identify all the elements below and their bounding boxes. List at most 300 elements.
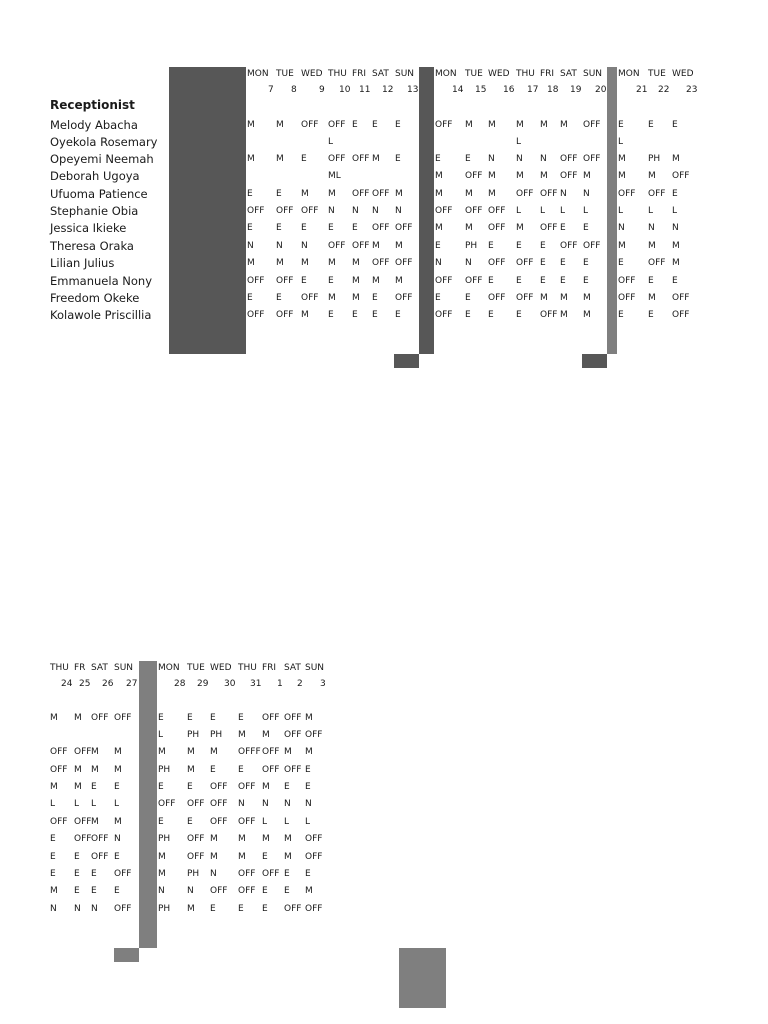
shift-cell: PH: [158, 765, 171, 775]
shift-cell: OFF: [395, 258, 413, 268]
shift-cell: M: [247, 258, 255, 268]
shift-cell: M: [305, 713, 313, 723]
shift-cell: M: [187, 747, 195, 757]
day-header: WED: [672, 69, 694, 79]
shift-cell: OFF: [238, 886, 256, 896]
shift-cell: E: [158, 817, 164, 827]
shift-cell: L: [262, 817, 268, 827]
shift-cell: E: [187, 782, 193, 792]
shift-cell: M: [247, 154, 255, 164]
shift-cell: N: [618, 223, 625, 233]
shift-cell: OFF: [648, 258, 666, 268]
employee-name: Oyekola Rosemary: [50, 135, 158, 149]
shift-cell: PH: [187, 730, 200, 740]
shift-cell: OFF: [301, 120, 319, 130]
shift-cell: E: [395, 154, 401, 164]
shift-cell: OFF: [372, 223, 390, 233]
shift-cell: OFF: [50, 747, 68, 757]
shift-cell: E: [50, 834, 56, 844]
shift-cell: E: [74, 852, 80, 862]
shift-cell: OFF: [328, 120, 346, 130]
shift-cell: N: [672, 223, 679, 233]
shift-cell: L: [516, 206, 522, 216]
shift-cell: N: [187, 886, 194, 896]
date-header: 30: [224, 679, 236, 689]
separator-foot-block: [394, 354, 419, 368]
date-header: 31: [250, 679, 262, 689]
shift-cell: M: [74, 782, 82, 792]
shift-cell: OFF: [301, 206, 319, 216]
shift-cell: M: [262, 834, 270, 844]
date-header: 11: [359, 85, 371, 95]
shift-cell: N: [352, 206, 359, 216]
shift-cell: OFF: [114, 869, 132, 879]
shift-cell: M: [74, 765, 82, 775]
shift-cell: E: [276, 189, 282, 199]
shift-cell: M: [210, 852, 218, 862]
shift-cell: OFF: [262, 765, 280, 775]
shift-cell: N: [560, 189, 567, 199]
shift-cell: M: [210, 747, 218, 757]
shift-cell: E: [305, 782, 311, 792]
shift-cell: M: [276, 120, 284, 130]
shift-cell: L: [618, 137, 624, 147]
shift-cell: E: [328, 223, 334, 233]
shift-cell: E: [301, 154, 307, 164]
shift-cell: N: [284, 799, 291, 809]
shift-cell: OFF: [328, 154, 346, 164]
shift-cell: E: [435, 154, 441, 164]
day-header: THU: [328, 69, 347, 79]
shift-cell: M: [648, 293, 656, 303]
shift-cell: E: [158, 782, 164, 792]
shift-cell: E: [305, 869, 311, 879]
date-header: 12: [382, 85, 394, 95]
shift-cell: OFF: [238, 869, 256, 879]
shift-cell: M: [435, 189, 443, 199]
date-header: 14: [452, 85, 464, 95]
shift-cell: M: [238, 852, 246, 862]
day-header: FRI: [352, 69, 367, 79]
shift-cell: OFF: [114, 904, 132, 914]
shift-cell: PH: [465, 241, 478, 251]
shift-cell: M: [540, 171, 548, 181]
shift-cell: OFF: [91, 852, 109, 862]
day-header: FRI: [262, 663, 277, 673]
shift-cell: OFF: [262, 713, 280, 723]
shift-cell: M: [352, 276, 360, 286]
shift-cell: N: [583, 189, 590, 199]
shift-cell: M: [50, 782, 58, 792]
shift-cell: M: [372, 276, 380, 286]
shift-cell: M: [114, 765, 122, 775]
shift-cell: OFF: [301, 293, 319, 303]
shift-cell: OFF: [276, 310, 294, 320]
shift-cell: OFFF: [238, 747, 261, 757]
shift-cell: OFF: [488, 223, 506, 233]
shift-cell: E: [516, 241, 522, 251]
shift-cell: E: [395, 120, 401, 130]
shift-cell: N: [372, 206, 379, 216]
shift-cell: E: [238, 765, 244, 775]
shift-cell: M: [618, 171, 626, 181]
shift-cell: E: [583, 223, 589, 233]
shift-cell: E: [50, 869, 56, 879]
shift-cell: L: [91, 799, 97, 809]
shift-cell: E: [560, 258, 566, 268]
date-header: 2: [297, 679, 303, 689]
shift-cell: OFF: [372, 189, 390, 199]
shift-cell: E: [114, 886, 120, 896]
employee-name: Freedom Okeke: [50, 291, 140, 305]
shift-cell: E: [488, 276, 494, 286]
day-header: SAT: [91, 663, 108, 673]
shift-cell: E: [284, 886, 290, 896]
shift-cell: E: [648, 120, 654, 130]
shift-cell: E: [672, 189, 678, 199]
shift-cell: PH: [210, 730, 223, 740]
day-header: WED: [488, 69, 510, 79]
day-header: MON: [158, 663, 180, 673]
shift-cell: M: [435, 171, 443, 181]
shift-cell: OFF: [583, 120, 601, 130]
shift-cell: M: [618, 241, 626, 251]
shift-cell: E: [372, 293, 378, 303]
shift-cell: N: [238, 799, 245, 809]
week-separator-bar: [607, 67, 617, 354]
shift-cell: E: [238, 904, 244, 914]
shift-cell: E: [560, 276, 566, 286]
employee-name: Emmanuela Nony: [50, 274, 153, 288]
day-header: WED: [301, 69, 323, 79]
shift-cell: M: [91, 817, 99, 827]
date-header: 23: [686, 85, 698, 95]
shift-cell: M: [352, 293, 360, 303]
shift-cell: M: [465, 120, 473, 130]
shift-cell: M: [516, 120, 524, 130]
shift-cell: M: [560, 293, 568, 303]
shift-cell: OFF: [50, 817, 68, 827]
shift-cell: M: [301, 258, 309, 268]
shift-cell: N: [465, 258, 472, 268]
shift-cell: L: [672, 206, 678, 216]
shift-cell: M: [305, 747, 313, 757]
shift-cell: E: [262, 852, 268, 862]
shift-cell: M: [284, 747, 292, 757]
day-header: TUE: [276, 69, 294, 79]
shift-cell: OFF: [210, 817, 228, 827]
shift-cell: M: [672, 258, 680, 268]
shift-cell: OFF: [305, 852, 323, 862]
day-header: FR: [74, 663, 86, 673]
date-header: 22: [658, 85, 670, 95]
shift-cell: E: [114, 852, 120, 862]
shift-cell: M: [516, 223, 524, 233]
shift-cell: ML: [328, 171, 341, 181]
shift-cell: PH: [648, 154, 661, 164]
shift-cell: OFF: [328, 241, 346, 251]
shift-cell: M: [114, 747, 122, 757]
shift-cell: L: [284, 817, 290, 827]
shift-cell: M: [305, 886, 313, 896]
shift-cell: OFF: [305, 904, 323, 914]
shift-cell: OFF: [284, 713, 302, 723]
shift-cell: M: [672, 241, 680, 251]
shift-cell: N: [262, 799, 269, 809]
shift-cell: E: [210, 765, 216, 775]
shift-cell: OFF: [247, 276, 265, 286]
date-header: 1: [277, 679, 283, 689]
shift-cell: OFF: [262, 869, 280, 879]
day-header: SUN: [305, 663, 325, 673]
shift-cell: M: [465, 223, 473, 233]
shift-cell: E: [301, 223, 307, 233]
shift-cell: M: [158, 747, 166, 757]
name-column-shading: [169, 67, 246, 354]
shift-cell: OFF: [465, 276, 483, 286]
shift-cell: M: [284, 852, 292, 862]
shift-cell: E: [238, 713, 244, 723]
shift-cell: OFF: [187, 834, 205, 844]
shift-cell: OFF: [238, 817, 256, 827]
employee-name: Theresa Oraka: [50, 239, 134, 253]
shift-cell: E: [540, 241, 546, 251]
shift-cell: E: [284, 782, 290, 792]
shift-cell: OFF: [247, 310, 265, 320]
shift-cell: E: [247, 223, 253, 233]
shift-cell: OFF: [465, 171, 483, 181]
shift-cell: OFF: [560, 154, 578, 164]
shift-cell: E: [301, 276, 307, 286]
shift-cell: E: [435, 241, 441, 251]
shift-cell: M: [488, 189, 496, 199]
shift-cell: M: [618, 154, 626, 164]
shift-cell: OFF: [305, 730, 323, 740]
shift-cell: N: [210, 869, 217, 879]
shift-cell: L: [648, 206, 654, 216]
shift-cell: E: [74, 869, 80, 879]
shift-cell: OFF: [372, 258, 390, 268]
shift-cell: OFF: [672, 310, 690, 320]
shift-cell: OFF: [247, 206, 265, 216]
shift-cell: L: [560, 206, 566, 216]
shift-cell: M: [560, 310, 568, 320]
shift-cell: E: [276, 293, 282, 303]
shift-cell: M: [276, 154, 284, 164]
shift-cell: OFF: [305, 834, 323, 844]
shift-cell: M: [328, 258, 336, 268]
day-header: TUE: [648, 69, 666, 79]
shift-cell: E: [672, 276, 678, 286]
shift-cell: M: [262, 730, 270, 740]
shift-cell: M: [301, 310, 309, 320]
shift-cell: E: [618, 258, 624, 268]
shift-cell: E: [187, 817, 193, 827]
date-header: 28: [174, 679, 186, 689]
shift-cell: E: [210, 904, 216, 914]
shift-cell: L: [540, 206, 546, 216]
shift-cell: OFF: [560, 171, 578, 181]
shift-cell: E: [91, 886, 97, 896]
shift-cell: N: [488, 154, 495, 164]
shift-cell: OFF: [210, 886, 228, 896]
date-header: 7: [268, 85, 274, 95]
shift-cell: OFF: [583, 241, 601, 251]
shift-cell: OFF: [618, 276, 636, 286]
shift-cell: M: [395, 189, 403, 199]
shift-cell: E: [516, 276, 522, 286]
shift-cell: OFF: [395, 293, 413, 303]
date-header: 24: [61, 679, 73, 689]
shift-cell: M: [158, 852, 166, 862]
shift-cell: OFF: [210, 782, 228, 792]
shift-cell: M: [328, 293, 336, 303]
date-header: 21: [636, 85, 648, 95]
shift-cell: OFF: [435, 276, 453, 286]
shift-cell: E: [352, 120, 358, 130]
shift-cell: M: [262, 782, 270, 792]
shift-cell: M: [560, 120, 568, 130]
page-corner-block: [399, 948, 446, 1008]
shift-cell: M: [672, 154, 680, 164]
shift-cell: L: [50, 799, 56, 809]
shift-cell: E: [284, 869, 290, 879]
shift-cell: L: [305, 817, 311, 827]
shift-cell: OFF: [284, 904, 302, 914]
shift-cell: OFF: [618, 293, 636, 303]
shift-cell: L: [516, 137, 522, 147]
shift-cell: E: [276, 223, 282, 233]
shift-cell: PH: [158, 834, 171, 844]
shift-cell: E: [50, 852, 56, 862]
shift-cell: OFF: [158, 799, 176, 809]
shift-cell: M: [516, 171, 524, 181]
date-header: 8: [291, 85, 297, 95]
shift-cell: N: [276, 241, 283, 251]
day-header: THU: [238, 663, 257, 673]
date-header: 3: [320, 679, 326, 689]
shift-cell: N: [540, 154, 547, 164]
shift-cell: E: [395, 310, 401, 320]
date-header: 15: [475, 85, 487, 95]
shift-cell: M: [395, 241, 403, 251]
day-header: MON: [247, 69, 269, 79]
shift-cell: M: [187, 904, 195, 914]
shift-cell: E: [187, 713, 193, 723]
week-separator-bar: [139, 661, 157, 948]
day-header: WED: [210, 663, 232, 673]
shift-cell: E: [262, 886, 268, 896]
shift-cell: E: [262, 904, 268, 914]
shift-cell: OFF: [284, 765, 302, 775]
day-header: THU: [50, 663, 69, 673]
shift-cell: M: [74, 713, 82, 723]
date-header: 18: [547, 85, 559, 95]
shift-cell: OFF: [187, 799, 205, 809]
date-header: 19: [570, 85, 582, 95]
shift-cell: N: [395, 206, 402, 216]
shift-cell: OFF: [560, 241, 578, 251]
shift-cell: M: [91, 747, 99, 757]
shift-cell: PH: [187, 869, 200, 879]
shift-cell: M: [328, 189, 336, 199]
employee-name: Lilian Julius: [50, 256, 115, 270]
shift-cell: E: [465, 310, 471, 320]
day-header: MON: [435, 69, 457, 79]
shift-cell: OFF: [114, 713, 132, 723]
shift-cell: OFF: [262, 747, 280, 757]
shift-cell: OFF: [583, 154, 601, 164]
shift-cell: M: [583, 293, 591, 303]
shift-cell: OFF: [74, 834, 92, 844]
shift-cell: E: [648, 276, 654, 286]
shift-cell: E: [210, 713, 216, 723]
shift-cell: E: [618, 310, 624, 320]
date-header: 10: [339, 85, 351, 95]
shift-cell: OFF: [276, 206, 294, 216]
shift-cell: OFF: [435, 206, 453, 216]
shift-cell: N: [74, 904, 81, 914]
shift-cell: OFF: [91, 713, 109, 723]
shift-cell: E: [465, 293, 471, 303]
shift-cell: L: [328, 137, 334, 147]
shift-cell: M: [465, 189, 473, 199]
separator-foot-block: [114, 948, 139, 962]
shift-cell: E: [247, 189, 253, 199]
shift-cell: M: [583, 171, 591, 181]
shift-cell: E: [305, 765, 311, 775]
employee-name: Kolawole Priscillia: [50, 308, 152, 322]
shift-cell: OFF: [91, 834, 109, 844]
shift-cell: M: [238, 834, 246, 844]
shift-cell: E: [465, 154, 471, 164]
shift-cell: E: [516, 310, 522, 320]
shift-cell: M: [372, 154, 380, 164]
shift-cell: E: [352, 310, 358, 320]
shift-cell: L: [114, 799, 120, 809]
day-header: MON: [618, 69, 640, 79]
shift-cell: M: [435, 223, 443, 233]
date-header: 16: [503, 85, 515, 95]
shift-cell: E: [435, 293, 441, 303]
shift-cell: OFF: [672, 171, 690, 181]
shift-cell: OFF: [352, 189, 370, 199]
date-header: 26: [102, 679, 114, 689]
shift-cell: OFF: [238, 782, 256, 792]
shift-cell: L: [74, 799, 80, 809]
date-header: 20: [595, 85, 607, 95]
shift-cell: OFF: [540, 310, 558, 320]
shift-cell: E: [488, 310, 494, 320]
day-header: SUN: [114, 663, 134, 673]
shift-cell: N: [158, 886, 165, 896]
date-header: 25: [79, 679, 91, 689]
shift-cell: N: [50, 904, 57, 914]
shift-cell: N: [516, 154, 523, 164]
shift-cell: L: [618, 206, 624, 216]
shift-cell: M: [488, 120, 496, 130]
shift-cell: M: [284, 834, 292, 844]
shift-cell: E: [352, 223, 358, 233]
shift-cell: N: [114, 834, 121, 844]
shift-cell: OFF: [210, 799, 228, 809]
shift-cell: M: [91, 765, 99, 775]
day-header: SAT: [560, 69, 577, 79]
shift-cell: M: [372, 241, 380, 251]
date-header: 27: [126, 679, 138, 689]
shift-cell: E: [328, 310, 334, 320]
shift-cell: OFF: [187, 852, 205, 862]
